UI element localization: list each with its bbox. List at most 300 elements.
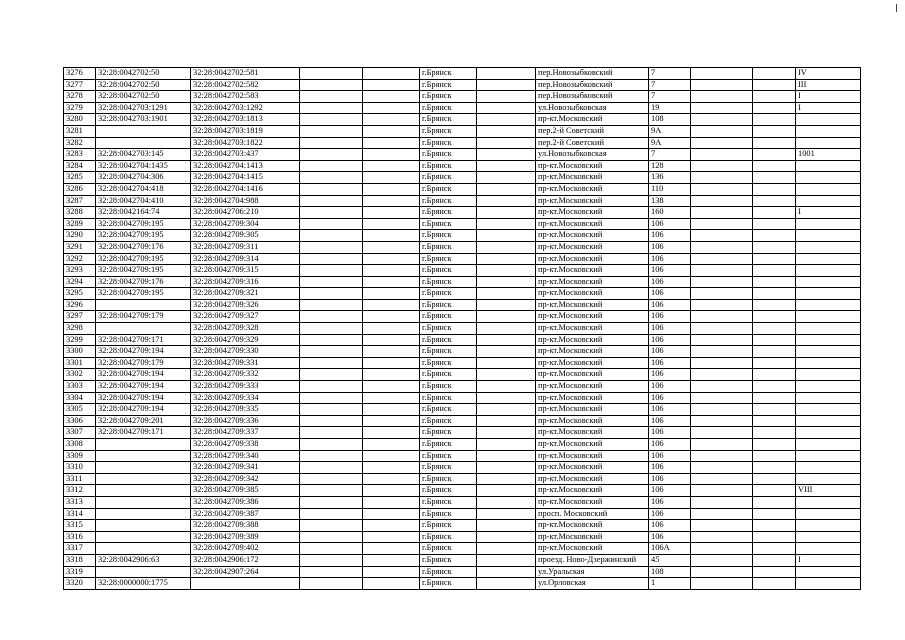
table-cell: пер.2-й Советский bbox=[536, 125, 649, 137]
table-cell bbox=[691, 241, 753, 253]
table-cell bbox=[300, 137, 363, 149]
table-cell: 110 bbox=[649, 183, 691, 195]
table-cell: 32:28:0042704:306 bbox=[96, 172, 191, 184]
table-cell bbox=[300, 183, 363, 195]
table-cell bbox=[691, 276, 753, 288]
table-cell bbox=[477, 149, 536, 161]
table-cell: 138 bbox=[649, 195, 691, 207]
table-cell bbox=[300, 68, 363, 80]
table-cell bbox=[796, 125, 861, 137]
table-cell bbox=[753, 439, 796, 451]
table-cell: 3301 bbox=[64, 357, 96, 369]
table-cell: 3288 bbox=[64, 207, 96, 219]
table-row bbox=[64, 195, 861, 207]
table-cell bbox=[191, 578, 300, 590]
table-cell bbox=[363, 334, 420, 346]
table-cell bbox=[691, 218, 753, 230]
table-cell: 106 bbox=[649, 357, 691, 369]
table-cell: 106 bbox=[649, 369, 691, 381]
table-cell: I bbox=[796, 91, 861, 103]
table-cell: 32:28:0042702:50 bbox=[96, 91, 191, 103]
table-cell bbox=[753, 485, 796, 497]
table-cell: пр-кт.Московский bbox=[536, 427, 649, 439]
table-cell bbox=[691, 450, 753, 462]
table-cell bbox=[363, 357, 420, 369]
table-cell bbox=[753, 462, 796, 474]
table-cell: г.Брянск bbox=[420, 137, 477, 149]
table-cell bbox=[753, 415, 796, 427]
table-cell: 32:28:0042709:176 bbox=[96, 276, 191, 288]
table-cell bbox=[363, 230, 420, 242]
table-cell bbox=[300, 496, 363, 508]
table-cell bbox=[753, 183, 796, 195]
table-cell bbox=[691, 392, 753, 404]
table-cell: 32:28:0042702:50 bbox=[96, 79, 191, 91]
table-cell: пр-кт.Московский bbox=[536, 473, 649, 485]
table-cell: 3281 bbox=[64, 125, 96, 137]
table-cell: 32:28:0042704:1435 bbox=[96, 160, 191, 172]
table-cell: пер.Новозыбковский bbox=[536, 68, 649, 80]
table-cell: 32:28:0042709:316 bbox=[191, 276, 300, 288]
table-cell: 32:28:0042709:201 bbox=[96, 415, 191, 427]
table-cell: 106 bbox=[649, 415, 691, 427]
table-cell bbox=[363, 172, 420, 184]
table-cell: 7 bbox=[649, 91, 691, 103]
table-cell: пр-кт.Московский bbox=[536, 520, 649, 532]
table-cell bbox=[363, 253, 420, 265]
table-cell: 32:28:0042703:1901 bbox=[96, 114, 191, 126]
table-cell bbox=[477, 160, 536, 172]
table-cell: 106 bbox=[649, 323, 691, 335]
table-cell bbox=[363, 160, 420, 172]
table-cell: 32:28:0042703:1291 bbox=[96, 102, 191, 114]
table-cell bbox=[96, 462, 191, 474]
table-cell: г.Брянск bbox=[420, 392, 477, 404]
table-cell: 106 bbox=[649, 520, 691, 532]
table-row bbox=[64, 496, 861, 508]
table-cell bbox=[477, 554, 536, 566]
table-cell: 106 bbox=[649, 241, 691, 253]
table-cell bbox=[753, 392, 796, 404]
table-cell bbox=[753, 554, 796, 566]
table-cell: г.Брянск bbox=[420, 369, 477, 381]
table-cell bbox=[363, 566, 420, 578]
table-cell bbox=[477, 531, 536, 543]
table-cell bbox=[96, 473, 191, 485]
table-cell: 32:28:0042709:194 bbox=[96, 346, 191, 358]
table-cell: ул.Новозыбковская bbox=[536, 149, 649, 161]
table-cell bbox=[691, 195, 753, 207]
table-cell: г.Брянск bbox=[420, 265, 477, 277]
table-cell bbox=[753, 195, 796, 207]
table-cell bbox=[300, 462, 363, 474]
table-cell: проезд. Ново-Дзержинский bbox=[536, 554, 649, 566]
table-cell bbox=[300, 207, 363, 219]
table-cell bbox=[753, 496, 796, 508]
table-cell bbox=[363, 149, 420, 161]
table-cell bbox=[796, 334, 861, 346]
table-cell: 32:28:0042706:210 bbox=[191, 207, 300, 219]
table-row bbox=[64, 149, 861, 161]
table-row bbox=[64, 137, 861, 149]
table-cell bbox=[477, 346, 536, 358]
table-row bbox=[64, 531, 861, 543]
table-cell: 32:28:0042704:410 bbox=[96, 195, 191, 207]
table-cell: г.Брянск bbox=[420, 554, 477, 566]
table-cell bbox=[363, 392, 420, 404]
table-cell: 106 bbox=[649, 450, 691, 462]
table-cell bbox=[753, 253, 796, 265]
table-cell bbox=[477, 102, 536, 114]
table-cell bbox=[477, 230, 536, 242]
table-cell bbox=[753, 346, 796, 358]
table-cell: 136 bbox=[649, 172, 691, 184]
table-cell bbox=[753, 207, 796, 219]
table-cell bbox=[753, 241, 796, 253]
table-cell bbox=[363, 311, 420, 323]
table-cell bbox=[363, 323, 420, 335]
table-cell: 3316 bbox=[64, 531, 96, 543]
table-cell: 32:28:0042702:582 bbox=[191, 79, 300, 91]
table-cell bbox=[753, 311, 796, 323]
table-cell bbox=[477, 218, 536, 230]
table-row bbox=[64, 276, 861, 288]
table-cell: IV bbox=[796, 68, 861, 80]
table-cell bbox=[796, 520, 861, 532]
table-cell bbox=[691, 508, 753, 520]
table-cell: г.Брянск bbox=[420, 195, 477, 207]
table-cell bbox=[477, 137, 536, 149]
table-cell: 32:28:0042906:172 bbox=[191, 554, 300, 566]
table-cell: 106 bbox=[649, 230, 691, 242]
table-cell: 32:28:0042709:341 bbox=[191, 462, 300, 474]
table-cell: 106 bbox=[649, 334, 691, 346]
table-cell bbox=[300, 334, 363, 346]
table-cell bbox=[691, 68, 753, 80]
table-cell: 106 bbox=[649, 439, 691, 451]
table-cell bbox=[477, 392, 536, 404]
table-cell: г.Брянск bbox=[420, 404, 477, 416]
table-cell bbox=[796, 183, 861, 195]
table-cell: 106 bbox=[649, 404, 691, 416]
table-cell bbox=[477, 299, 536, 311]
table-cell: 3320 bbox=[64, 578, 96, 590]
table-cell: 32:28:0042703:437 bbox=[191, 149, 300, 161]
table-row bbox=[64, 311, 861, 323]
table-cell: г.Брянск bbox=[420, 68, 477, 80]
table-cell bbox=[300, 531, 363, 543]
table-cell bbox=[796, 218, 861, 230]
table-cell bbox=[477, 311, 536, 323]
table-cell bbox=[753, 79, 796, 91]
table-row bbox=[64, 357, 861, 369]
table-cell bbox=[691, 79, 753, 91]
table-cell bbox=[300, 160, 363, 172]
table-cell: г.Брянск bbox=[420, 334, 477, 346]
table-row bbox=[64, 160, 861, 172]
table-cell bbox=[96, 520, 191, 532]
table-cell bbox=[300, 311, 363, 323]
table-cell bbox=[300, 102, 363, 114]
table-cell bbox=[477, 543, 536, 555]
table-cell: 32:28:0042906:63 bbox=[96, 554, 191, 566]
table-cell bbox=[300, 265, 363, 277]
table-cell bbox=[796, 531, 861, 543]
table-cell: пр-кт.Московский bbox=[536, 114, 649, 126]
table-cell bbox=[300, 288, 363, 300]
table-cell: г.Брянск bbox=[420, 149, 477, 161]
table-cell bbox=[691, 427, 753, 439]
table-cell: 3309 bbox=[64, 450, 96, 462]
table-cell: пр-кт.Московский bbox=[536, 311, 649, 323]
table-cell: пр-кт.Московский bbox=[536, 276, 649, 288]
table-cell: пр-кт.Московский bbox=[536, 230, 649, 242]
table-cell: 32:28:0042709:340 bbox=[191, 450, 300, 462]
table-cell: 3279 bbox=[64, 102, 96, 114]
table-cell bbox=[477, 404, 536, 416]
table-cell bbox=[796, 299, 861, 311]
table-row bbox=[64, 68, 861, 80]
table-cell: 32:28:0042709:194 bbox=[96, 392, 191, 404]
table-cell: 9А bbox=[649, 137, 691, 149]
table-cell: 3311 bbox=[64, 473, 96, 485]
table-cell bbox=[691, 102, 753, 114]
table-cell: VIII bbox=[796, 485, 861, 497]
table-cell bbox=[796, 160, 861, 172]
table-cell: 32:28:0042704:988 bbox=[191, 195, 300, 207]
table-cell: 32:28:0042709:385 bbox=[191, 485, 300, 497]
table-cell: г.Брянск bbox=[420, 381, 477, 393]
table-cell bbox=[753, 160, 796, 172]
table-cell: г.Брянск bbox=[420, 160, 477, 172]
table-cell: г.Брянск bbox=[420, 473, 477, 485]
table-cell bbox=[300, 554, 363, 566]
table-cell: 32:28:0042709:334 bbox=[191, 392, 300, 404]
table-row bbox=[64, 473, 861, 485]
table-cell bbox=[796, 473, 861, 485]
table-cell: г.Брянск bbox=[420, 357, 477, 369]
table-cell bbox=[96, 566, 191, 578]
table-row bbox=[64, 543, 861, 555]
table-cell: 1001 bbox=[796, 149, 861, 161]
table-row bbox=[64, 299, 861, 311]
table-cell: пр-кт.Московский bbox=[536, 160, 649, 172]
table-cell bbox=[477, 172, 536, 184]
table-cell: 32:28:0042709:386 bbox=[191, 496, 300, 508]
table-cell bbox=[691, 381, 753, 393]
table-cell bbox=[796, 265, 861, 277]
table-cell bbox=[796, 276, 861, 288]
table-cell bbox=[363, 195, 420, 207]
table-row bbox=[64, 566, 861, 578]
table-cell: пр-кт.Московский bbox=[536, 392, 649, 404]
table-cell bbox=[691, 554, 753, 566]
table-cell bbox=[753, 450, 796, 462]
table-cell: 3307 bbox=[64, 427, 96, 439]
table-cell bbox=[691, 137, 753, 149]
table-cell bbox=[796, 346, 861, 358]
table-cell bbox=[300, 415, 363, 427]
table-cell bbox=[477, 496, 536, 508]
table-cell: 3310 bbox=[64, 462, 96, 474]
table-cell bbox=[300, 473, 363, 485]
table-cell: пр-кт.Московский bbox=[536, 241, 649, 253]
table-cell bbox=[300, 578, 363, 590]
table-cell bbox=[796, 578, 861, 590]
table-cell bbox=[753, 381, 796, 393]
table-cell: 106 bbox=[649, 253, 691, 265]
table-cell: 3315 bbox=[64, 520, 96, 532]
table-cell: 3287 bbox=[64, 195, 96, 207]
table-row bbox=[64, 439, 861, 451]
table-cell bbox=[96, 439, 191, 451]
table-cell: 32:28:0042709:195 bbox=[96, 265, 191, 277]
table-cell: 3285 bbox=[64, 172, 96, 184]
table-cell bbox=[300, 195, 363, 207]
table-cell bbox=[363, 508, 420, 520]
table-cell bbox=[363, 346, 420, 358]
table-cell: 32:28:0042709:179 bbox=[96, 311, 191, 323]
table-cell: г.Брянск bbox=[420, 415, 477, 427]
table-cell bbox=[300, 230, 363, 242]
table-cell: г.Брянск bbox=[420, 183, 477, 195]
table-cell: 106 bbox=[649, 485, 691, 497]
table-cell: г.Брянск bbox=[420, 566, 477, 578]
table-cell bbox=[300, 346, 363, 358]
table-cell: 32:28:0042709:194 bbox=[96, 369, 191, 381]
table-cell bbox=[477, 91, 536, 103]
table-cell bbox=[300, 357, 363, 369]
table-cell: 32:28:0042709:338 bbox=[191, 439, 300, 451]
table-cell: 32:28:0042709:315 bbox=[191, 265, 300, 277]
table-cell: 3313 bbox=[64, 496, 96, 508]
table-cell: 3295 bbox=[64, 288, 96, 300]
table-cell: 32:28:0042709:335 bbox=[191, 404, 300, 416]
table-cell: 32:28:0042907:264 bbox=[191, 566, 300, 578]
table-cell: 32:28:0042709:326 bbox=[191, 299, 300, 311]
table-cell bbox=[691, 485, 753, 497]
table-cell: пр-кт.Московский bbox=[536, 346, 649, 358]
table-cell: пр-кт.Московский bbox=[536, 334, 649, 346]
table-cell bbox=[691, 125, 753, 137]
table-cell: пр-кт.Московский bbox=[536, 462, 649, 474]
table-cell: пр-кт.Московский bbox=[536, 253, 649, 265]
table-cell bbox=[753, 543, 796, 555]
table-cell: 106А bbox=[649, 543, 691, 555]
table-cell bbox=[691, 230, 753, 242]
table-cell: 32:28:0042709:329 bbox=[191, 334, 300, 346]
table-row bbox=[64, 79, 861, 91]
table-cell: г.Брянск bbox=[420, 207, 477, 219]
table-cell: пр-кт.Московский bbox=[536, 357, 649, 369]
table-cell: 32:28:0042709:337 bbox=[191, 427, 300, 439]
table-cell: 3292 bbox=[64, 253, 96, 265]
table-cell: 3283 bbox=[64, 149, 96, 161]
table-row bbox=[64, 172, 861, 184]
table-cell: г.Брянск bbox=[420, 241, 477, 253]
table-cell: 106 bbox=[649, 346, 691, 358]
table-cell bbox=[96, 125, 191, 137]
table-row bbox=[64, 404, 861, 416]
table-cell bbox=[477, 415, 536, 427]
table-cell bbox=[96, 450, 191, 462]
table-cell bbox=[363, 554, 420, 566]
table-cell bbox=[477, 323, 536, 335]
table-cell bbox=[796, 404, 861, 416]
table-cell bbox=[753, 125, 796, 137]
table-cell: 3280 bbox=[64, 114, 96, 126]
table-cell bbox=[300, 485, 363, 497]
table-cell bbox=[796, 357, 861, 369]
table-cell: г.Брянск bbox=[420, 172, 477, 184]
table-cell bbox=[477, 125, 536, 137]
table-cell bbox=[477, 183, 536, 195]
table-cell: 32:28:0042703:1292 bbox=[191, 102, 300, 114]
table-row bbox=[64, 450, 861, 462]
table-cell: 32:28:0042709:171 bbox=[96, 427, 191, 439]
table-cell: 32:28:0042703:1822 bbox=[191, 137, 300, 149]
table-cell bbox=[300, 543, 363, 555]
table-cell bbox=[753, 230, 796, 242]
table-row bbox=[64, 102, 861, 114]
table-cell bbox=[753, 276, 796, 288]
table-cell bbox=[796, 439, 861, 451]
table-cell bbox=[691, 346, 753, 358]
table-row bbox=[64, 578, 861, 590]
table-cell: 9А bbox=[649, 125, 691, 137]
table-cell: пер.Новозыбковский bbox=[536, 91, 649, 103]
table-cell: пр-кт.Московский bbox=[536, 183, 649, 195]
table-cell: 3304 bbox=[64, 392, 96, 404]
table-cell: г.Брянск bbox=[420, 102, 477, 114]
table-cell bbox=[691, 404, 753, 416]
table-cell bbox=[691, 149, 753, 161]
table-cell: г.Брянск bbox=[420, 427, 477, 439]
table-cell: 32:28:0042702:583 bbox=[191, 91, 300, 103]
table-cell: 106 bbox=[649, 218, 691, 230]
table-cell bbox=[363, 462, 420, 474]
table-cell: 32:28:0042709:330 bbox=[191, 346, 300, 358]
table-cell: ул.Орловская bbox=[536, 578, 649, 590]
table-cell: 32:28:0042709:195 bbox=[96, 218, 191, 230]
table-cell bbox=[96, 299, 191, 311]
table-cell bbox=[477, 357, 536, 369]
table-cell: 106 bbox=[649, 311, 691, 323]
table-cell: г.Брянск bbox=[420, 346, 477, 358]
table-cell bbox=[691, 253, 753, 265]
table-cell: г.Брянск bbox=[420, 288, 477, 300]
table-cell bbox=[691, 543, 753, 555]
table-cell bbox=[796, 381, 861, 393]
table-cell bbox=[477, 334, 536, 346]
table-cell: пр-кт.Московский bbox=[536, 450, 649, 462]
table-row bbox=[64, 230, 861, 242]
table-cell: 3300 bbox=[64, 346, 96, 358]
table-cell: пр-кт.Московский bbox=[536, 415, 649, 427]
table-cell bbox=[477, 195, 536, 207]
table-cell bbox=[477, 253, 536, 265]
table-row bbox=[64, 334, 861, 346]
table-cell bbox=[300, 114, 363, 126]
table-cell bbox=[363, 276, 420, 288]
table-cell: I bbox=[796, 554, 861, 566]
table-cell bbox=[477, 369, 536, 381]
table-cell: 106 bbox=[649, 427, 691, 439]
table-cell bbox=[300, 392, 363, 404]
table-cell: пр-кт.Московский bbox=[536, 531, 649, 543]
table-cell bbox=[796, 311, 861, 323]
table-cell: 3294 bbox=[64, 276, 96, 288]
